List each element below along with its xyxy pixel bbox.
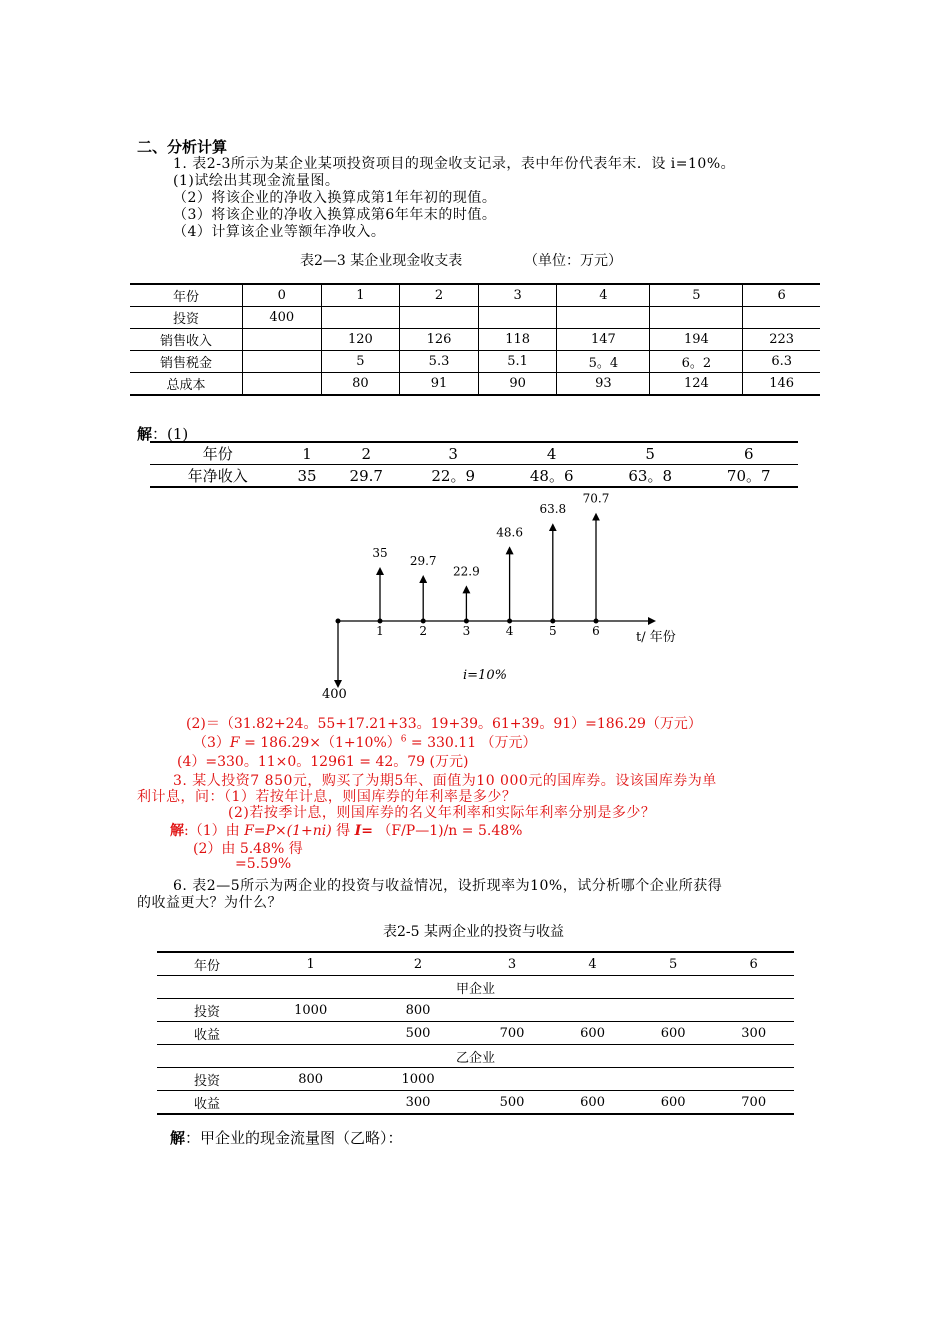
table-cell: 91	[400, 373, 479, 396]
table-cell: 223	[743, 329, 820, 351]
sol3-F: F	[229, 735, 240, 751]
table-cell: 收益	[157, 1022, 257, 1045]
table-cell: 800	[364, 999, 471, 1022]
tick-label: 3	[462, 624, 471, 638]
sol3-mid: = 186.29×（1+10%）	[239, 735, 401, 751]
inflow-label: 35	[372, 546, 388, 560]
solution-part: ：(1)	[152, 425, 189, 443]
table-cell	[552, 1068, 633, 1091]
table-cell: 6	[743, 284, 820, 307]
q1-line2: (1)试绘出其现金流量图。	[173, 173, 340, 189]
table-cell: 3	[478, 284, 557, 307]
solution-label: 解	[170, 1129, 186, 1147]
table-row	[157, 1091, 794, 1115]
table-cell	[257, 1022, 364, 1045]
table-cell: 销售收入	[130, 329, 243, 351]
table-cell: 6.3	[743, 351, 820, 373]
table25-caption: 表2-5 某两企业的投资与收益	[383, 924, 564, 940]
sol-q3-formula1: F=P×(1+ni)	[244, 823, 332, 839]
table-cell: 年净收入	[150, 465, 285, 488]
sol3-exponent: 6	[400, 734, 407, 745]
sol3-post: = 330.11 （万元）	[406, 735, 537, 751]
tick-label: 6	[592, 624, 600, 638]
solution-3	[193, 732, 537, 752]
sol-q3-p2: 得	[331, 823, 355, 839]
q3-line3: (2)若按季计息，则国库券的名义年利率和实际年利率分别是多少？	[228, 805, 656, 821]
table-cell: 5	[650, 284, 743, 307]
table-cell	[633, 1068, 714, 1091]
table-cell: 销售税金	[130, 351, 243, 373]
table-cell: 2	[364, 952, 471, 976]
investment-table-2-5	[157, 951, 794, 1115]
q6-line1: 6. 表2—5所示为两企业的投资与收益情况，设折现率为10%，试分析哪个企业所获得	[173, 878, 723, 894]
q1-line1: 1. 表2-3所示为某企业某项投资项目的现金收支记录，表中年份代表年末．设 i=10%。	[173, 156, 736, 172]
table-cell: 5	[633, 952, 714, 976]
table-cell: 3	[404, 442, 503, 465]
solution-q3-line3: =5.59%	[235, 856, 292, 872]
tick-label: 2	[419, 624, 428, 638]
table-cell: 194	[650, 329, 743, 351]
table-cell: 93	[557, 373, 650, 396]
table-cell: 63。8	[601, 465, 700, 488]
table-cell: 126	[400, 329, 479, 351]
table-row	[157, 1022, 794, 1045]
table-cell: 5.1	[478, 351, 557, 373]
table-cell: 年份	[157, 952, 257, 976]
section-title: 二、分析计算	[137, 138, 228, 156]
inflow-label: 48.6	[496, 525, 523, 540]
table-cell: 70。7	[699, 465, 798, 488]
sol-q3-p1: :（1）由	[184, 823, 245, 839]
table-cell: 投资	[130, 307, 243, 329]
table-cell: 5.3	[400, 351, 479, 373]
table-cell: 600	[633, 1022, 714, 1045]
table-cell: 1	[321, 284, 400, 307]
table-cell: 投资	[157, 1068, 257, 1091]
table-cell: 0	[243, 284, 322, 307]
table-cell: 6	[699, 442, 798, 465]
table-header-row	[157, 952, 794, 976]
tick-label: 1	[376, 624, 384, 638]
table-cell	[472, 999, 553, 1022]
table-cell	[633, 999, 714, 1022]
inflow-label: 63.8	[539, 502, 567, 517]
inflow-label: 22.9	[453, 564, 480, 579]
rate-label: i=10%	[463, 668, 507, 683]
table-cell	[257, 1091, 364, 1115]
table-cell: 22。9	[404, 465, 503, 488]
outflow-label: 400	[322, 687, 347, 702]
table-group-row	[157, 976, 794, 999]
table-cell: 1000	[257, 999, 364, 1022]
table-cell: 1	[285, 442, 328, 465]
table-cell: 35	[285, 465, 328, 488]
solution-q3-line2: (2）由 5.48% 得	[193, 841, 303, 857]
table-cell: 700	[472, 1022, 553, 1045]
table-cell: 90	[478, 373, 557, 396]
table-cell: 1000	[364, 1068, 471, 1091]
q3-line2: 利计息，问：（1）若按年计息，则国库券的年利率是多少？	[137, 789, 517, 805]
table-cell: 3	[472, 952, 553, 976]
table-cell: 1	[257, 952, 364, 976]
table-cell: 4	[502, 442, 601, 465]
table-cell: 300	[364, 1091, 471, 1115]
table-cell: 300	[713, 1022, 794, 1045]
table-cell: 2	[400, 284, 479, 307]
table-cell	[472, 1068, 553, 1091]
table-cell	[713, 999, 794, 1022]
table-cell: 6。2	[650, 351, 743, 373]
final-solution	[170, 1127, 403, 1148]
table-cell: 600	[552, 1091, 633, 1115]
table-cell: 600	[552, 1022, 633, 1045]
table-group-row	[157, 1045, 794, 1068]
q1-line5: （4）计算该企业等额年净收入。	[173, 224, 386, 240]
q1-line4: （3）将该企业的净收入换算成第6年年末的时值。	[173, 207, 497, 223]
table-cell: 5	[321, 351, 400, 373]
sol-q3-p3: （F/P—1)/n = 5.48%	[372, 823, 523, 839]
solution-2: (2)＝（31.82+24。55+17.21+33。19+39。61+39。91）=186.29（万元）	[186, 716, 702, 732]
table-cell: 124	[650, 373, 743, 396]
q3-line1: 3. 某人投资7 850元，购买了为期5年、面值为10 000元的国库券。设该国库券为单	[173, 773, 717, 789]
table-row	[157, 999, 794, 1022]
table-row	[157, 1068, 794, 1091]
axis-label: t/ 年份	[636, 630, 676, 645]
q1-line3: （2）将该企业的净收入换算成第1年年初的现值。	[173, 190, 497, 206]
table-cell: 5。4	[557, 351, 650, 373]
table-cell: 120	[321, 329, 400, 351]
q6-line2: 的收益更大？为什么？	[137, 895, 282, 911]
table-cell: 年份	[130, 284, 243, 307]
solution-q3-line1	[170, 820, 522, 840]
table-cell: 5	[601, 442, 700, 465]
inflow-label: 70.7	[582, 491, 610, 506]
table-cell: 500	[364, 1022, 471, 1045]
table23-unit: （单位：万元）	[524, 253, 622, 269]
table-cell: 800	[257, 1068, 364, 1091]
table-cell: 147	[557, 329, 650, 351]
table-cell: 80	[321, 373, 400, 396]
group-label-a: 甲企业	[157, 976, 794, 999]
sol3-prefix: （3）	[193, 735, 230, 751]
table-cell	[713, 1068, 794, 1091]
table23-caption: 表2—3 某企业现金收支表	[300, 253, 463, 269]
sol-q3-formula2: I=	[354, 823, 373, 839]
tick-label: 5	[548, 624, 557, 638]
table-cell: 146	[743, 373, 820, 396]
table-cell: 48。6	[502, 465, 601, 488]
table-cell: 投资	[157, 999, 257, 1022]
table-cell: 总成本	[130, 373, 243, 396]
table-cell: 收益	[157, 1091, 257, 1115]
solution-label: 解	[170, 823, 184, 839]
table-cell: 29.7	[329, 465, 404, 488]
group-label-b: 乙企业	[157, 1045, 794, 1068]
table-cell: 6	[713, 952, 794, 976]
solution-label: 解	[137, 425, 153, 443]
table-cell: 2	[329, 442, 404, 465]
solution-4: (4）=330。11×0。12961 = 42。79 (万元)	[177, 754, 469, 770]
final-solution-text: ：甲企业的现金流量图（乙略）：	[185, 1129, 403, 1147]
table-cell: 年份	[150, 442, 285, 465]
table-cell: 118	[478, 329, 557, 351]
table-cell: 500	[472, 1091, 553, 1115]
tick-label: 4	[505, 624, 514, 638]
table-cell: 700	[713, 1091, 794, 1115]
table-cell: 4	[557, 284, 650, 307]
table-cell: 4	[552, 952, 633, 976]
table-cell: 600	[633, 1091, 714, 1115]
table-cell	[552, 999, 633, 1022]
table-cell: 400	[243, 307, 322, 329]
inflow-label: 29.7	[409, 554, 437, 569]
